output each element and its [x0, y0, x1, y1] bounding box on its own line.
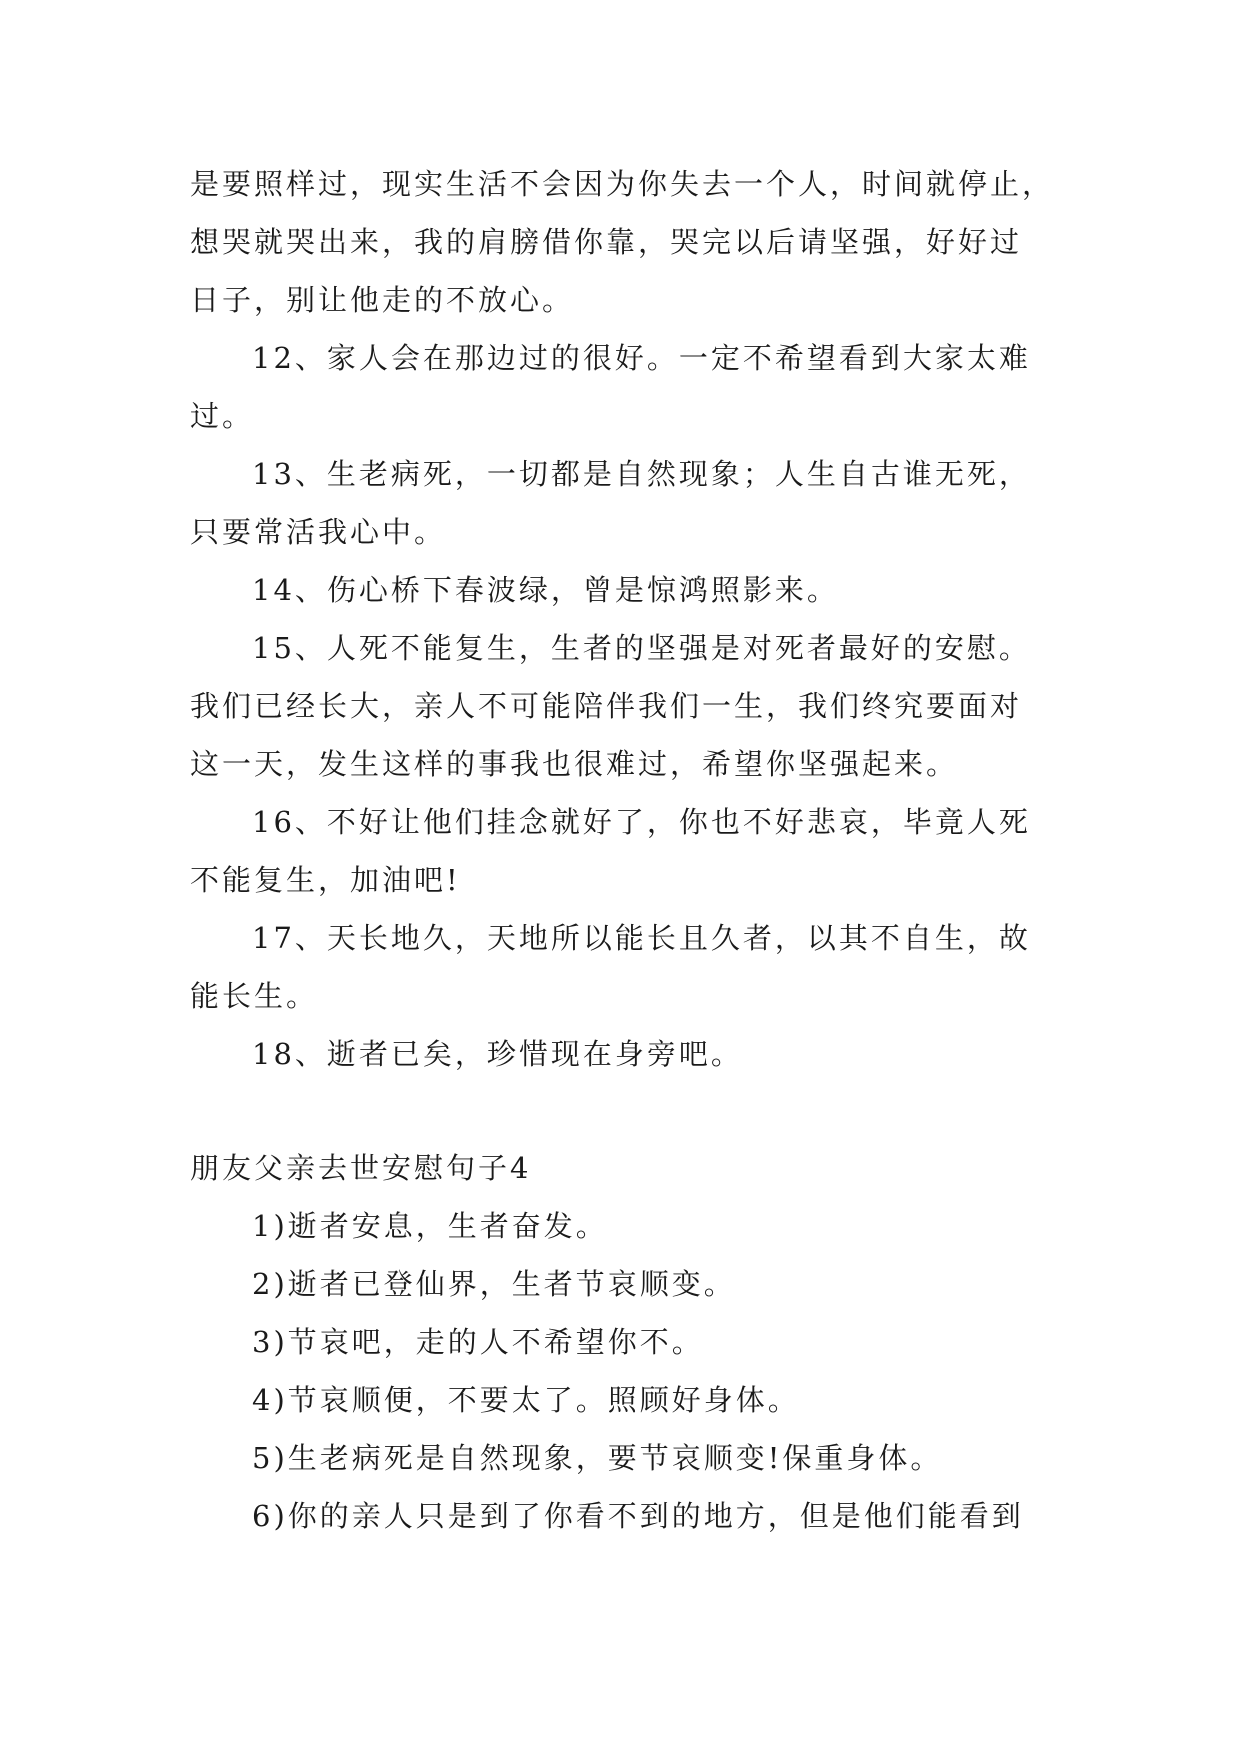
paragraph-line: 这一天，发生这样的事我也很难过，希望你坚强起来。 — [190, 747, 959, 781]
paragraph-line: 想哭就哭出来，我的肩膀借你靠，哭完以后请坚强，好好过 — [190, 225, 1023, 259]
paragraph-line: 18、逝者已矣，珍惜现在身旁吧。 — [252, 1037, 743, 1071]
list-item: 1)逝者安息，生者奋发。 — [252, 1209, 608, 1243]
paragraph-line: 日子，别让他走的不放心。 — [190, 283, 575, 317]
paragraph-line: 14、伤心桥下春波绿，曾是惊鸿照影来。 — [252, 573, 839, 607]
list-item: 3)节哀吧，走的人不希望你不。 — [252, 1325, 704, 1359]
list-item: 4)节哀顺便，不要太了。照顾好身体。 — [252, 1383, 800, 1417]
paragraph-line: 是要照样过，现实生活不会因为你失去一个人，时间就停止， — [190, 167, 1055, 201]
paragraph-line: 17、天长地久，天地所以能长且久者，以其不自生，故 — [252, 921, 1031, 955]
paragraph-line: 15、人死不能复生，生者的坚强是对死者最好的安慰。 — [252, 631, 1031, 665]
paragraph-line: 16、不好让他们挂念就好了，你也不好悲哀，毕竟人死 — [252, 805, 1031, 839]
paragraph-line: 13、生老病死，一切都是自然现象；人生自古谁无死， — [252, 457, 1031, 491]
paragraph-line: 不能复生，加油吧! — [190, 863, 461, 897]
list-item: 2)逝者已登仙界，生者节哀顺变。 — [252, 1267, 736, 1301]
section-title: 朋友父亲去世安慰句子4 — [190, 1151, 532, 1185]
list-item: 5)生老病死是自然现象，要节哀顺变!保重身体。 — [252, 1441, 943, 1475]
paragraph-line: 能长生。 — [190, 979, 319, 1013]
paragraph-line: 12、家人会在那边过的很好。一定不希望看到大家太难 — [252, 341, 1031, 375]
list-item: 6)你的亲人只是到了你看不到的地方，但是他们能看到 — [252, 1499, 1024, 1533]
paragraph-line: 我们已经长大，亲人不可能陪伴我们一生，我们终究要面对 — [190, 689, 1023, 723]
paragraph-line: 只要常活我心中。 — [190, 515, 447, 549]
paragraph-line: 过。 — [190, 399, 255, 433]
